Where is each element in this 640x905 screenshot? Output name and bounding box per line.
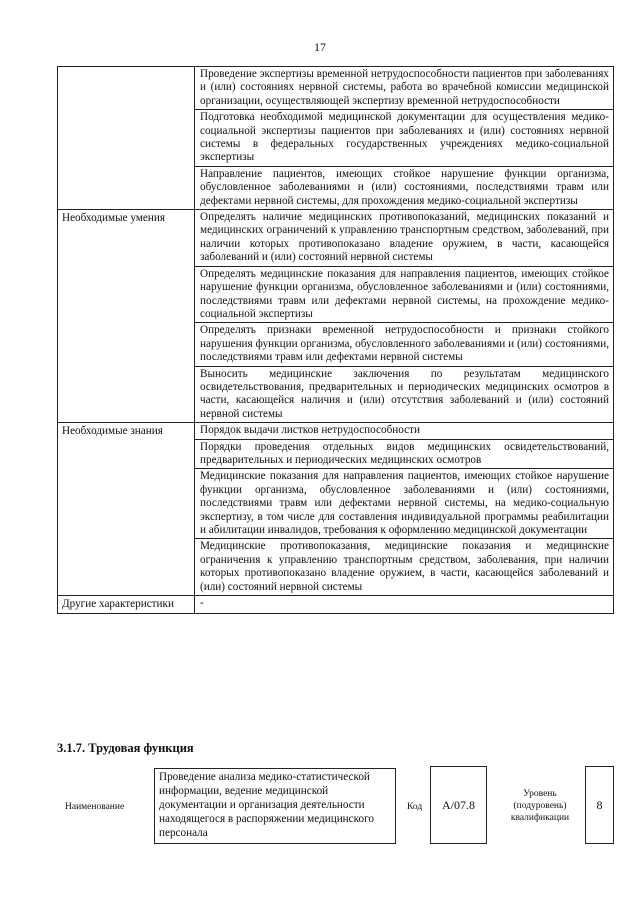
row-description: Медицинские показания для направления пациентов, имеющих стойкое нарушение функции организма, обусловленное заболеваниями и (или) состояниями, последствиями травм или дефектами нервной системы, на медико-социальную экспертизу, в том числе для составления индивидуальной программы реабилитации и абилитации инвалидов, требования к оформлению медицинской документации <box>195 469 614 539</box>
row-description: Проведение экспертизы временной нетрудоспособности пациентов при заболеваниях и (или) состояниях нервной системы, работа во врачебной комиссии медицинской организации, осуществляющей экспертизу временной нетрудоспособности <box>195 67 614 110</box>
row-label: Необходимые умения <box>58 210 195 423</box>
row-description: - <box>195 596 614 614</box>
table-row <box>58 210 614 267</box>
function-code-value: A/07.8 <box>430 766 487 844</box>
row-label <box>58 67 195 210</box>
row-description: Подготовка необходимой медицинской документации для осуществления медико-социальной экспертизы пациентов при заболеваниях и (или) состояниях нервной системы в федеральных государственных учреждениях медико-социальной экспертизы <box>195 110 614 167</box>
row-description: Порядки проведения отдельных видов медицинских освидетельствований, предварительных и периодических медицинских осмотров <box>195 439 614 469</box>
table-row <box>58 67 614 110</box>
function-name-value: Проведение анализа медико-статистической информации, ведение медицинской документации и организация деятельности находящегося в распоряжении медицинского персонала <box>154 768 396 844</box>
function-name-label: Наименование <box>65 802 125 812</box>
section-heading: 3.1.7. Трудовая функция <box>57 741 194 755</box>
function-code-label: Код <box>407 802 423 812</box>
qualification-level-label: Уровень (подуровень) квалификации <box>510 789 570 823</box>
row-description: Определять медицинские показания для направления пациентов, имеющих стойкое нарушение функции организма, обусловленное заболеваниями и (или) состояниями, последствиями травм или дефектами нервной системы, на прохождение медико-социальной экспертизы <box>195 266 614 323</box>
row-description: Медицинские противопоказания, медицинские показания и медицинские ограничения к управлению транспортным средством, заболевания, при наличии которых противопоказано владение оружием, в части, касающейся заболеваний и (или) состояний нервной системы <box>195 539 614 596</box>
competency-table <box>57 66 614 614</box>
row-description: Выносить медицинские заключения по результатам медицинского освидетельствования, предварительных и периодических медицинских осмотров в части, касающейся наличия и (или) отсутствия заболеваний и (или) состояний нервной системы <box>195 366 614 423</box>
row-description: Направление пациентов, имеющих стойкое нарушение функции организма, обусловленное заболеваниями и (или) состояниями, последствиями травм или дефектами нервной системы, для прохождения медико-социальной экспертизы <box>195 166 614 209</box>
row-description: Определять наличие медицинских противопоказаний, медицинских показаний и медицинских ограничений к управлению транспортным средством, заболеваний, при наличии которых противопоказано владение оружием, в части, касающейся заболеваний и (или) состояний нервной системы <box>195 210 614 267</box>
page-number: 17 <box>314 40 326 54</box>
row-description: Порядок выдачи листков нетрудоспособности <box>195 423 614 439</box>
row-description: Определять признаки временной нетрудоспособности и признаки стойкого нарушения функции организма, обусловленного заболеваниями и (или) состояниями, последствиями травм или дефектами нервной системы <box>195 323 614 366</box>
qualification-level-value: 8 <box>585 766 614 844</box>
row-label: Необходимые знания <box>58 423 195 596</box>
row-label: Другие характеристики <box>58 596 195 614</box>
table-row <box>58 596 614 614</box>
table-row <box>58 423 614 439</box>
